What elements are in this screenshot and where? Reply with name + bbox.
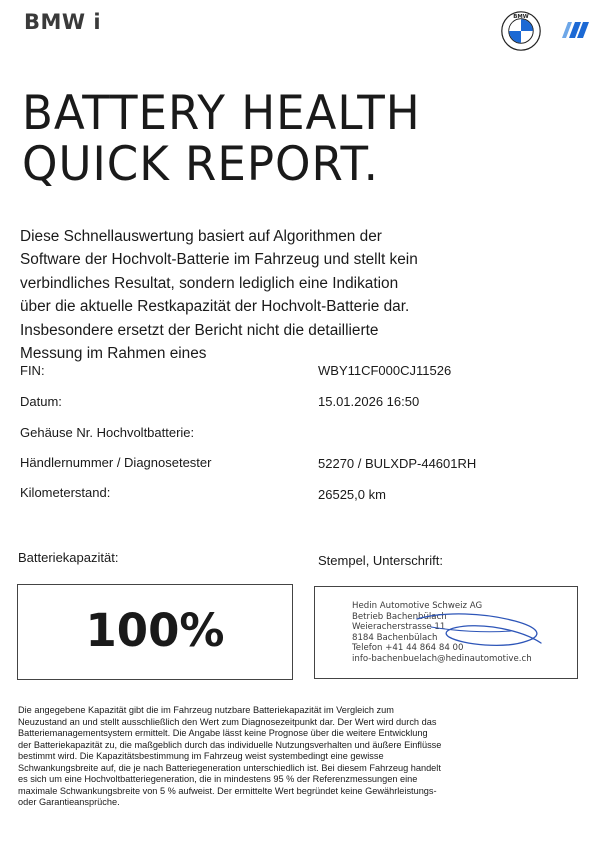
report-title	[22, 88, 421, 190]
disclaimer-text: Die angegebene Kapazität gibt die im Fahrzeug nutzbare Batteriekapazität im Vergleich zum Neuzustand an und stellt ausschließlich den Wert zum Diagnosezeitpunkt dar. Der Wert wird durch das Batteriemanagementsystem ermittelt. Die Angabe lässt keine Prognose über die weitere Entwicklung der Batteriekapazität zu, die maßgeblich durch das individuelle Nutzungsverhalten und äußere Einflüsse bestimmt wird. Die Kapazitätsbestimmung im Fahrzeug weist systembedingt eine gewisse Schwankungsbreite auf, die je nach Batteriegeneration unterschiedlich ist. Bei diesem Fahrzeug handelt es sich um eine Hochvoltbatteriegeneration, die in mindestens 95 % der Referenzmessungen eine maximale Schwankungsbreite von 5 % aufweist. Der ermittelte Wert begründet keine Gewährleistungs- oder Garantieansprüche.	[18, 705, 442, 807]
report-title-line-2: QUICK REPORT.	[22, 137, 379, 192]
fin-value: WBY11CF000CJ11526	[318, 363, 452, 378]
haendler-label: Händlernummer / Diagnosetester	[20, 455, 212, 470]
datum-value: 15.01.2026 16:50	[318, 394, 420, 409]
capacity-box	[17, 584, 293, 680]
stamp-phone: Telefon +41 44 864 84 00	[352, 643, 464, 654]
intro-section	[20, 225, 420, 363]
stamp-company: Hedin Automotive Schweiz AG	[352, 601, 483, 611]
capacity-label: Batteriekapazität:	[18, 550, 119, 565]
stamp-label: Stempel, Unterschrift:	[318, 553, 443, 568]
intro-text: Diese Schnellauswertung basiert auf Algorithmen der Software der Hochvolt-Batterie im Fahrzeug und stellt kein verbindliches Resultat, sondern lediglich eine Indikation über die aktuelle Restkapazität der Hochvolt-Batterie dar. Insbesondere ersetzt der Bericht nicht die detaillierte Messung im Rahmen eines	[20, 228, 418, 363]
stamp-city: 8184 Bachenbülach	[352, 632, 438, 643]
stamp-email: info-bachenbuelach@hedinautomotive.ch	[352, 653, 532, 664]
stamp-box	[314, 586, 578, 679]
kilometerstand-value: 26525,0 km	[318, 487, 386, 502]
datum-label: Datum:	[20, 394, 62, 409]
kilometerstand-label: Kilometerstand:	[20, 485, 111, 500]
stamp-street: Weieracherstrasse 11	[352, 622, 446, 633]
haendler-value: 52270 / BULXDP-44601RH	[318, 456, 477, 471]
svg-text:BMW: BMW	[513, 14, 529, 21]
bmw-roundel-icon	[501, 11, 541, 51]
gehaeuse-label: Gehäuse Nr. Hochvoltbatterie:	[20, 425, 195, 440]
fin-label: FIN:	[20, 363, 45, 378]
bmw-i-logo-text: BMW i	[24, 10, 102, 34]
handwritten-signature	[415, 605, 547, 651]
capacity-value: 100%	[85, 604, 225, 657]
stamp-branch: Betrieb Bachenbülach	[352, 611, 447, 622]
report-title-line-1: BATTERY HEALTH	[22, 86, 421, 141]
bmw-i-stripes-icon	[555, 20, 593, 40]
